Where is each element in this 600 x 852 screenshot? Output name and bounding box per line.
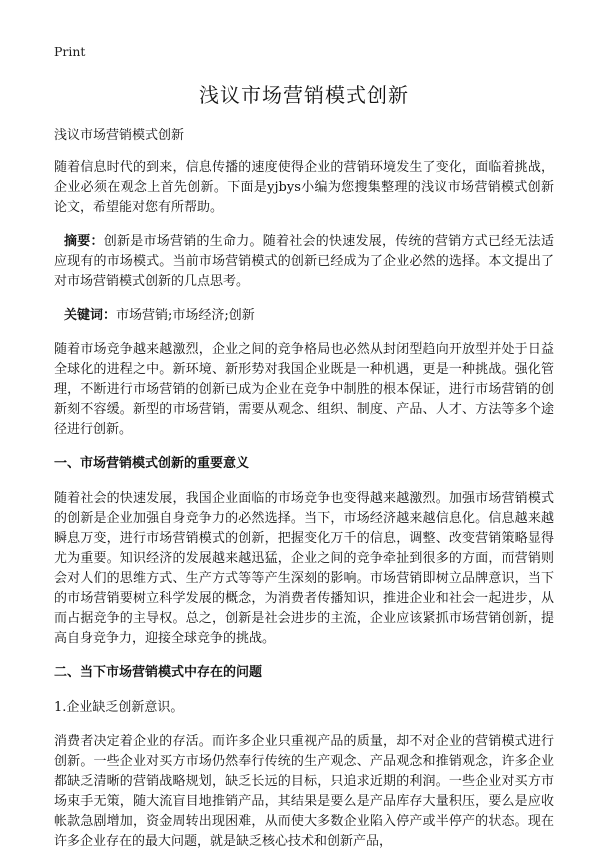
section-1-paragraph: 随着社会的快速发展，我国企业面临的市场竞争也变得越来越激烈。加强市场营销模式的创新是企业加强自身竞争力的必然选择。当下，市场经济越来越信息化。信息越来越瞬息万变，进行市场营销模式的创新，把握变化万千的信息，调整、改变营销策略显得尤为重要。知识经济的发展越来越迅猛，企业之间的竞争牵扯到很多的方面，而营销则会对人们的思维方式、生产方式等等产生深刻的影响。市场营销即树立品牌意识，当下的市场营销要树立科学发展的概念，为消费者传播知识，推进企业和社会一起进步，从而占据竞争的主导权。总之，创新是社会进步的主流，企业应该紧抓市场营销创新，提高自身竞争力，迎接全球竞争的挑战。 bbox=[54, 491, 554, 646]
subsection-heading: 1.企业缺乏创新意识。 bbox=[54, 700, 184, 715]
section-heading-2: 二、当下市场营销模式中存在的问题 bbox=[54, 665, 263, 680]
intro-paragraph: 随着信息时代的到来，信息传播的速度使得企业的营销环境发生了变化，面临着挑战，企业必须在观念上首先创新。下面是yjbys小编为您搜集整理的浅议市场营销模式创新论文，希望能对您有所帮助。 bbox=[54, 160, 554, 215]
print-link[interactable]: Print bbox=[54, 44, 86, 59]
section-heading-1: 一、市场营销模式创新的重要意义 bbox=[54, 456, 250, 471]
keywords-label: 关键词： bbox=[64, 308, 117, 323]
keywords-paragraph bbox=[54, 306, 554, 326]
subtitle: 浅议市场营销模式创新 bbox=[54, 128, 185, 143]
abstract-label: 摘要： bbox=[64, 234, 104, 249]
section-2-paragraph: 消费者决定着企业的存活。而许多企业只重视产品的质量，却不对企业的营销模式进行创新。一些企业对买方市场仍然奉行传统的生产观念、产品观念和推销观念，许多企业都缺乏清晰的营销战略规划，缺乏长远的目标，只追求近期的利润。一些企业对买方市场束手无策，随大流盲目地推销产品，其结果是要么是产品库存大量积压，要么是应收帐款急剧增加，资金周转出现困难，从而使大多数企业陷入停产或半停产的状态。现在许多企业存在的最大问题，就是缺乏核心技术和创新产品， bbox=[54, 734, 554, 849]
abstract-paragraph bbox=[54, 232, 554, 292]
body-paragraph-1: 随着市场竞争越来越激烈，企业之间的竞争格局也必然从封闭型趋向开放型并处于日益全球化的进程之中。新环境、新形势对我国企业既是一种机遇，更是一种挑战。强化管理，不断进行市场营销的创新已成为企业在竞争中制胜的根本保证，进行市场营销的创新刻不容缓。新型的市场营销，需要从观念、组织、制度、产品、人才、方法等多个途径进行创新。 bbox=[54, 342, 554, 437]
page-title: 浅议市场营销模式创新 bbox=[199, 83, 409, 107]
abstract-text: 创新是市场营销的生命力。随着社会的快速发展，传统的营销方式已经无法适应现有的市场模式。当前市场营销模式的创新已经成为了企业必然的选择。本文提出了对市场营销模式创新的几点思考。 bbox=[54, 234, 554, 289]
keywords-text: 市场营销;市场经济;创新 bbox=[116, 308, 255, 323]
